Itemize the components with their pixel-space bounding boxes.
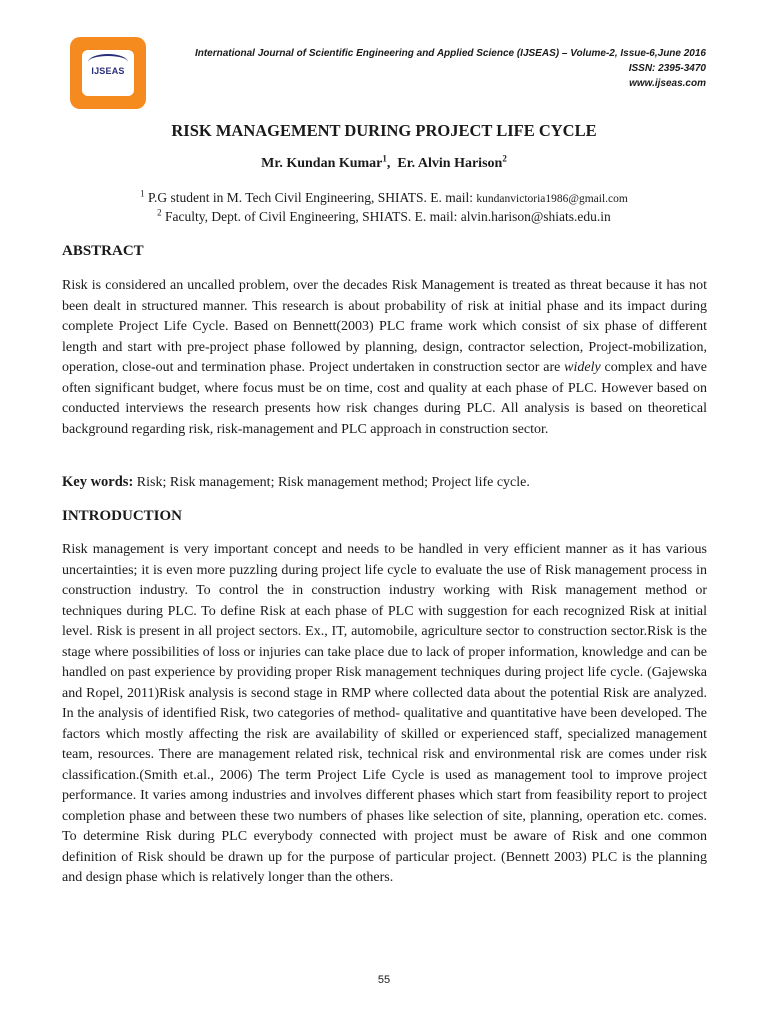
affiliation-1-sup: 1	[140, 188, 145, 199]
journal-citation: International Journal of Scientific Engineering and Applied Science (IJSEAS) – Volume-2, Issue-6,June 2016	[194, 48, 706, 59]
affiliation-1-text: P.G student in M. Tech Civil Engineering, SHIATS. E. mail:	[144, 190, 477, 205]
keywords	[62, 474, 530, 491]
affiliation-1-email: kundanvictoria1986@gmail.com	[476, 193, 628, 205]
author-1-sup: 1	[382, 153, 387, 164]
author-2-sup: 2	[502, 153, 507, 164]
abstract-heading: ABSTRACT	[62, 243, 144, 259]
abstract-text-italic: widely	[564, 360, 601, 375]
affiliation-2-sup: 2	[157, 207, 162, 218]
abstract-body	[62, 276, 707, 440]
keywords-label: Key words:	[62, 474, 134, 490]
introduction-heading: INTRODUCTION	[62, 508, 183, 524]
affiliation-2	[0, 209, 768, 225]
author-1: Mr. Kundan Kumar	[261, 156, 383, 171]
journal-issn: ISSN: 2395-3470	[628, 63, 706, 74]
author-2: Er. Alvin Harison	[397, 156, 503, 171]
paper-authors	[0, 153, 768, 172]
journal-header	[166, 46, 706, 91]
paper-title: RISK MANAGEMENT DURING PROJECT LIFE CYCLE	[171, 121, 597, 140]
logo-text: IJSEAS	[91, 66, 125, 76]
affiliation-2-text: Faculty, Dept. of Civil Engineering, SHIATS. E. mail: alvin.harison@shiats.edu.in	[161, 209, 611, 224]
logo-badge	[82, 50, 134, 96]
author-separator: ,	[386, 156, 398, 171]
affiliation-1	[0, 190, 768, 206]
page-number: 55	[377, 974, 391, 986]
journal-logo	[70, 37, 146, 109]
abstract-text-2: complex and have often significant budget, where focus must be on time, cost and quality at each phase of PLC. However based on conducted interviews the research presents how risk changes during PLC. All analysis is based on theoretical background regarding risk, risk-management and PLC approach in construction sector.	[62, 360, 707, 437]
introduction-body: Risk management is very important concept and needs to be handled in very efficient manner as it has various uncertainties; it is even more puzzling during project life cycle to evaluate the use of Risk management process in construction industry. To control the in construction industry working with Risk management method or techniques during PLC. To define Risk at each phase of PLC with suggestion for each recognized Risk at initial level. Risk is present in all project sectors. Ex., IT, automobile, agriculture sector to construction sector.Risk is the stage where possibilities of loss or injuries can take place due to lack of proper information, knowledge and can be handled on past experience by providing proper Risk management techniques during project life cycle. (Gajewska and Ropel, 2011)Risk analysis is second stage in RMP where collected data about the potential Risk are analyzed. In the analysis of identified Risk, two categories of method- qualitative and quantitative have been developed. The factors which mostly affecting the risk are availability of skilled or experienced staff, specialized management team, resources. There are management related risk, technical risk and environmental risk are comes under risk classification.(Smith et.al., 2006) The term Project Life Cycle is used as management tool to improve project performance. It varies among industries and involves different phases which start from feasibility report to project completion phase and between these two numbers of phases like selection of site, planning, operation etc. comes. To determine Risk during PLC everybody connected with project must be aware of Risk and one common definition of Risk should be drawn up for the purpose of particular project. (Bennett 2003) PLC is the planning and design phase which is relatively longer than the others.	[62, 542, 707, 885]
keywords-text: Risk; Risk management; Risk management method; Project life cycle.	[133, 475, 530, 490]
abstract-text-1: Risk is considered an uncalled problem, over the decades Risk Management is treated as threat because it has not been dealt in structured manner. This research is about probability of risk at initial phase and its impact during complete Project Life Cycle. Based on Bennett(2003) PLC frame work which consist of six phase of different length and start with pre-project phase followed by planning, design, contractor selection, Project-mobilization, operation, close-out and termination phase. Project undertaken in construction sector are	[62, 278, 707, 375]
journal-website: www.ijseas.com	[629, 78, 706, 89]
